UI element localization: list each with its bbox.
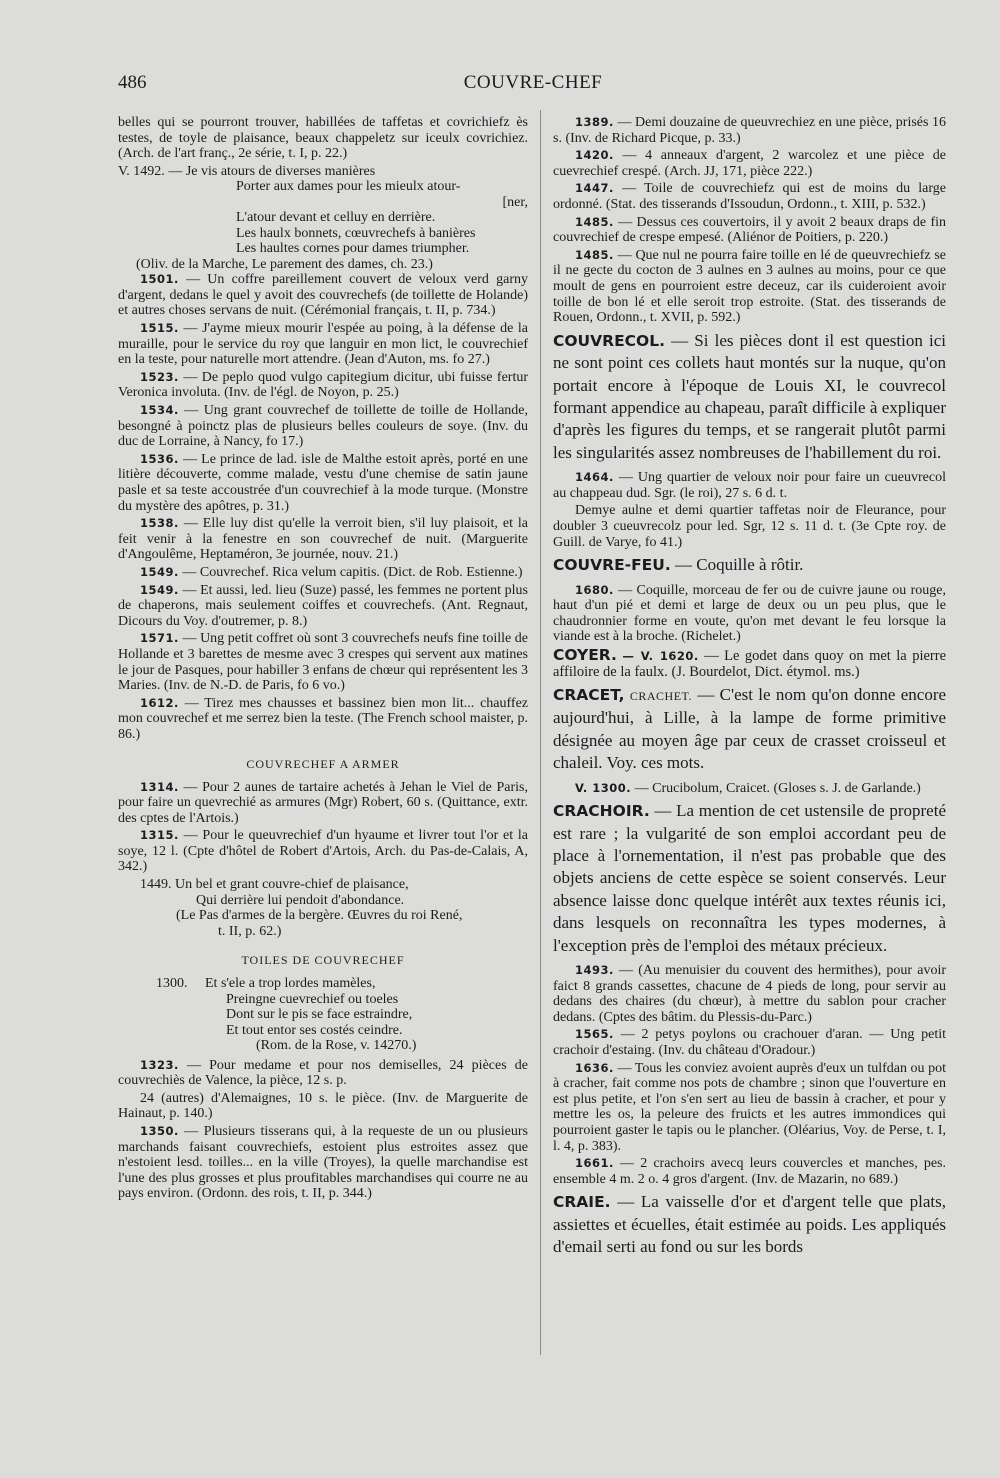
entry-year: 1571.	[140, 631, 179, 646]
entry-year: 1534.	[140, 403, 179, 418]
article-text: — La vaisselle d'or et d'argent telle que plats, assiettes et écuelles, était estimée au poids. Les appliqués d'email serti au fond ou sur les bords	[553, 1192, 947, 1257]
entry-text: — Demi douzaine de queuvrechiez en une pièce, prisés 16 s. (Inv. de Richard Picque, p. 33.)	[553, 115, 947, 146]
entry-1680	[553, 583, 946, 645]
article-text: — Si les pièces dont il est question ici ne sont point ces collets haut montés sur la nuque, qu'on portait encore à l'époque de Louis XI, le couvrecol formant appendice au chapeau, paraît difficile à expliquer d'après les figures du temps, et se rangerait plutôt parmi les singularités assez nombreuses de l'habillement du roi.	[553, 330, 946, 462]
entry-year: 1323.	[140, 1057, 179, 1072]
entry-text: — Ung grant couvrechef de toillette de toille de Hollande, besongné à poinctz plas de plusieurs belles couleurs de soye. (Inv. du duc de Lorraine, à Nancy, fo 17.)	[118, 403, 528, 450]
headword: COUVRECOL.	[553, 331, 665, 350]
entry-1515	[118, 321, 528, 368]
entry-year: 1565.	[575, 1027, 614, 1042]
page-header	[118, 72, 948, 108]
article-cracet	[553, 684, 946, 775]
entry-year: 1612.	[140, 695, 179, 710]
article-text: — La mention de cet ustensile de propreté est rare ; la vulgarité de son emploi accordant peu de place à l'ornementation, il n'est pas probable que des objets anciens de cette espèce se soient conservés. Leur absence laisse donc quelque intérêt aux textes réunis ici, dans lesquels on reconnaîtra les types modernes, à l'exception près de l'emploi des métaux précieux.	[553, 801, 946, 955]
article-crachoir	[553, 800, 946, 957]
entry-year: V. 1492.	[118, 163, 165, 179]
entry-1549a	[118, 565, 528, 581]
entry-text: — Plusieurs tisserans qui, à la requeste de un ou plusieurs marchands faisant couvrechiefs, estoient plus estroites assez que n'estoient lesd. toilles... en la ville (Troyes), la quelle marchandise est l'une des plus grosses et plus proufitables marchandises qui courre ne au pays environ. (Ordonn. des rois, t. II, p. 344.)	[118, 1123, 528, 1202]
article-text: — Coquille à rôtir.	[675, 555, 804, 575]
entry-1485a	[553, 215, 946, 246]
verse-line: Porter aux dames pour les mieulx atour-	[236, 179, 461, 195]
entry-text: — 4 anneaux d'argent, 2 warcolez et une pièce de cuevrechief crespé. (Arch. JJ, 171, pièce 222.)	[553, 148, 946, 179]
headword: COYER.	[553, 645, 617, 664]
entry-1323-continued: 24 (autres) d'Alemaignes, 10 s. le pièce. (Inv. de Marguerite de Hainaut, p. 140.)	[118, 1090, 528, 1122]
section-heading: TOILES DE COUVRECHEF	[241, 953, 405, 968]
verse-line: Qui derrière lui pendoit d'abondance.	[196, 892, 405, 908]
headword: CRACET,	[553, 685, 625, 704]
entry-text: — Pour 2 aunes de tartaire achetés à Jehan le Viel de Paris, pour faire un quevrechié as armures (Mgr) Robert, 60 s. (Quittance, extr. des cptes de l'Artois.)	[118, 779, 528, 826]
entry-1485b	[553, 248, 946, 326]
entry-text: — Couvrechef. Rica velum capitis. (Dict. de Rob. Estienne.)	[182, 564, 523, 580]
entry-year: 1485.	[575, 214, 614, 229]
entry-year: 1536.	[140, 451, 179, 466]
entry-text: — 2 crachoirs avecq leurs couvercles et manches, pes. ensemble 4 m. 2 o. 4 gros d'argent. (Inv. de Mazarin, no 689.)	[553, 1156, 947, 1187]
article-coyer	[553, 647, 946, 680]
verse-line: [ner,	[502, 194, 528, 210]
verse-line: L'atour devant et celluy en derrière.	[236, 210, 436, 226]
entry-text: — Tous les conviez avoient auprès d'eux un tulfdan ou pot à cracher, fait comme nos pots de chambre ; sinon que l'ouverture en est plus petite, et l'on s'en sert au lieu de bassin à cracher, et pour y mettre les os, la peleure des fruicts et les autres immondices qui pourroient gaster le tapis ou le plancher. (Oléarius, Voy. de Perse, t. I, l. 4, p. 383).	[553, 1060, 947, 1154]
entry-text: — Ung quartier de veloux noir pour faire un cueuvrecol au chappeau dud. Sgr. (le roi), 27 s. 6 d. t.	[553, 470, 946, 501]
verse-entry-1449	[118, 877, 528, 939]
verse-citation: (Rom. de la Rose, v. 14270.)	[256, 1038, 417, 1054]
column-divider	[540, 110, 541, 1355]
article-craie	[553, 1191, 946, 1258]
verse-line: Et tout entor ses costés ceindre.	[226, 1022, 403, 1038]
headword: COUVRE-FEU.	[553, 556, 671, 575]
right-column	[553, 115, 946, 1265]
headword-variant: CRACHET.	[629, 688, 692, 703]
verse-line: Et s'ele a trop lordes mamèles,	[205, 976, 376, 992]
verse-line: Un bel et grant couvre-chief de plaisance,	[175, 877, 409, 893]
page-number: 486	[118, 72, 147, 93]
entry-year: 1485.	[575, 247, 614, 262]
entry-year: 1350.	[140, 1123, 179, 1138]
article-text: — C'est le nom qu'on donne encore aujourd'hui, à Lille, à la lampe de forme primitive désignée au moyen âge par ceux de crasset croisseul et chaleil. Voy. ces mots.	[553, 684, 947, 773]
entry-year: — V. 1620.	[622, 648, 699, 663]
entry-year: 1549.	[140, 582, 179, 597]
entry-year: 1300.	[156, 976, 188, 992]
entry-year: 1549.	[140, 564, 179, 579]
entry-text: — 2 petys poylons ou crachouer d'aran. — Ung petit crachoir d'estaing. (Inv. du château d'Oradour.)	[553, 1027, 946, 1058]
entry-1534	[118, 403, 528, 450]
entry-text: — Ung petit coffret où sont 3 couvrechefs neufs fine toille de Hollande et 3 barettes de mesme avec 3 crespes qui servent aux matines le jour de Pasques, pour habiller 3 enfans de chœur qui représentent les 3 Maries. (Inv. de N.-D. de Paris, fo 6 vo.)	[118, 631, 529, 694]
entry-1636	[553, 1061, 946, 1155]
verse-entry-v1492	[118, 164, 528, 273]
entry-1420	[553, 148, 946, 179]
entry-1350	[118, 1124, 528, 1202]
entry-year: 1314.	[140, 779, 179, 794]
entry-year: 1501.	[140, 272, 179, 287]
paragraph: belles qui se pourront trouver, habillées de taffetas et covrichiefz ès testes, de toyle de plaisance, beaux chappeletz sur iceulx covrichiez. (Arch. de l'art franç., 2e série, t. I, p. 22.)	[118, 115, 528, 162]
headword: CRAIE.	[553, 1193, 611, 1212]
entry-year: 1464.	[575, 470, 614, 485]
entry-1536	[118, 452, 528, 514]
entry-year: 1661.	[575, 1156, 614, 1171]
entry-text: — J'ayme mieux mourir l'espée au poing, à la défense de la muraille, pour le service du roy que languir en mon lict, le couvrechief en la teste, pour naturelle mort attendre. (Jean d'Auton, ms. fo 27.)	[118, 321, 528, 368]
entry-text: — Pour le queuvrechief d'un hyaume et livrer tout l'or et la soye, 12 l. (Cpte d'hôtel de Robert d'Artois, Arch. du Pas-de-Calais, A, 342.)	[118, 828, 528, 875]
section-heading: COUVRECHEF A ARMER	[246, 756, 400, 771]
verse-line: Dont sur le pis se face estraindre,	[226, 1007, 413, 1023]
entry-1447	[553, 181, 946, 212]
entry-1523	[118, 370, 528, 401]
left-column	[118, 115, 528, 1204]
entry-1314	[118, 780, 528, 827]
verse-citation: (Oliv. de la Marche, Le parement des dames, ch. 23.)	[136, 256, 433, 272]
entry-year: 1538.	[140, 516, 179, 531]
entry-year: 1636.	[575, 1060, 614, 1075]
entry-text: — Dessus ces couvertoirs, il y avoit 2 beaux draps de fin couvrechief de crespe empesé. (Aliénor de Poitiers, p. 220.)	[553, 214, 946, 246]
article-text: — Le godet dans quoy on met la pierre affiloire de la faulx. (J. Bourdelot, Dict. étymol. ms.)	[553, 647, 947, 680]
article-couvrecol	[553, 330, 946, 464]
verse-citation: t. II, p. 62.)	[218, 923, 282, 939]
entry-text: — Toile de couvrechiefz qui est de moins du large ordonné. (Stat. des tisserands d'Issoudun, Ordonn., t. XIII, p. 532.)	[553, 181, 947, 212]
entry-year: 1680.	[575, 582, 614, 597]
entry-year: 1315.	[140, 828, 179, 843]
verse-entry-1300	[118, 976, 528, 1054]
entry-year: 1420.	[575, 148, 614, 163]
entry-text: — Que nul ne pourra faire toille en lé de queuvrechiefz se il ne gecte du cocton de 3 aulnes en 3 aulnes au moins, pour ce que moult de gens en pourroient estre deceuz, car ils cuideroient avoir toille de bon lé et elle seroit trop estroite. (Stat. des tisserands de Rouen, Ordonn., t. XVII, p. 592.)	[553, 247, 947, 326]
entry-1464	[553, 470, 946, 501]
verse-line: Les haulx bonnets, cœuvrechefs à banières	[236, 225, 476, 241]
entry-text: — Le prince de lad. isle de Malthe estoit après, porté en une litière découverte, comme malade, vestu d'une chemise de satin jaune pasle et sa teste accoustrée d'un couvrechief à la mode turque. (Monstre du mystère des apôtres, p. 31.)	[118, 451, 529, 514]
verse-line: Les haultes cornes pour dames triumpher.	[236, 241, 470, 257]
entry-text: — Un coffre pareillement couvert de veloux verd garny d'argent, dedans le quel y avoit des couvrechefs (de toillette de Holande) et autres choses servans de nuit. (Cérémonial français, t. II, p. 734.)	[118, 272, 528, 319]
entry-1323	[118, 1058, 528, 1089]
verse-line: Preingne cuevrechief ou toeles	[226, 991, 399, 1007]
entry-1612	[118, 696, 528, 743]
entry-1493	[553, 963, 946, 1025]
entry-text: — Crucibolum, Craicet. (Gloses s. J. de Garlande.)	[634, 780, 921, 796]
entry-year: 1523.	[140, 369, 179, 384]
running-title: COUVRE-CHEF	[463, 72, 603, 93]
verse-citation: (Le Pas d'armes de la bergère. Œuvres du roi René,	[176, 908, 463, 924]
entry-1549b	[118, 583, 528, 630]
entry-year: V. 1300.	[575, 780, 632, 795]
entry-text: — Coquille, morceau de fer ou de cuivre jaune ou rouge, haut d'un pié et demi et large de deux ou un peu plus, que le chaudronnier forme en voute, qu'on met devant le feu lorsque la viande est à la broche. (Richelet.)	[553, 582, 946, 645]
entry-text: — (Au menuisier du couvent des hermithes), pour avoir faict 8 grands cassettes, chacune de 4 pieds de long, pour servir au dedans des chaires (du chœur), à mettre du sablon pour cracher dedans. (Cptes des bâtim. du Plessis-du-Parc.)	[553, 962, 946, 1025]
entry-year: 1493.	[575, 962, 614, 977]
entry-year: 1389.	[575, 115, 614, 129]
entry-year: 1515.	[140, 321, 179, 336]
entry-1501	[118, 272, 528, 319]
entry-text: — Elle luy dist qu'elle la verroit bien, s'il luy plaisoit, et la feit venir à la fenestre en son couvrechef de nuit. (Marguerite d'Angoulême, Heptaméron, 3e journée, nouv. 21.)	[118, 516, 529, 563]
entry-year: 1447.	[575, 181, 614, 196]
entry-1661	[553, 1156, 946, 1187]
entry-1571	[118, 631, 528, 693]
verse-line: — Je vis atours de diverses manières	[168, 163, 376, 179]
entry-1464-continued: Demye aulne et demi quartier taffetas noir de Fleurance, pour doubler 3 cueuvrecolz pour led. Sgr, 12 s. 11 d. t. (3e Cpte roy. de Guill. de Varye, fo 41.)	[553, 503, 946, 550]
entry-1389	[553, 115, 946, 146]
headword: CRACHOIR.	[553, 802, 650, 821]
entry-v1300	[553, 781, 946, 797]
entry-text: — Et aussi, led. lieu (Suze) passé, les femmes ne portent plus de chaperons, mais seulement coiffes et couvrechefs. (Ant. Regnaut, Dicours du Voy. d'outremer, p. 8.)	[118, 582, 528, 629]
entry-text: — De peplo quod vulgo capitegium dicitur, ubi fuisse fertur Veronica involuta. (Inv. de l'égl. de Noyon, p. 25.)	[118, 369, 528, 401]
entry-1565	[553, 1027, 946, 1058]
entry-text: — Tirez mes chausses et bassinez bien mon lit... chauffez mon couvrechef et me serrez bien la teste. (The French school maister, p. 86.)	[118, 695, 529, 742]
entry-text: — Pour medame et pour nos demiselles, 24 pièces de couvrechiès de Valence, la pièce, 12 s. p.	[118, 1057, 528, 1089]
entry-1315	[118, 828, 528, 875]
article-couvre-feu	[553, 554, 946, 576]
entry-year: 1449.	[140, 877, 172, 893]
entry-1538	[118, 516, 528, 563]
